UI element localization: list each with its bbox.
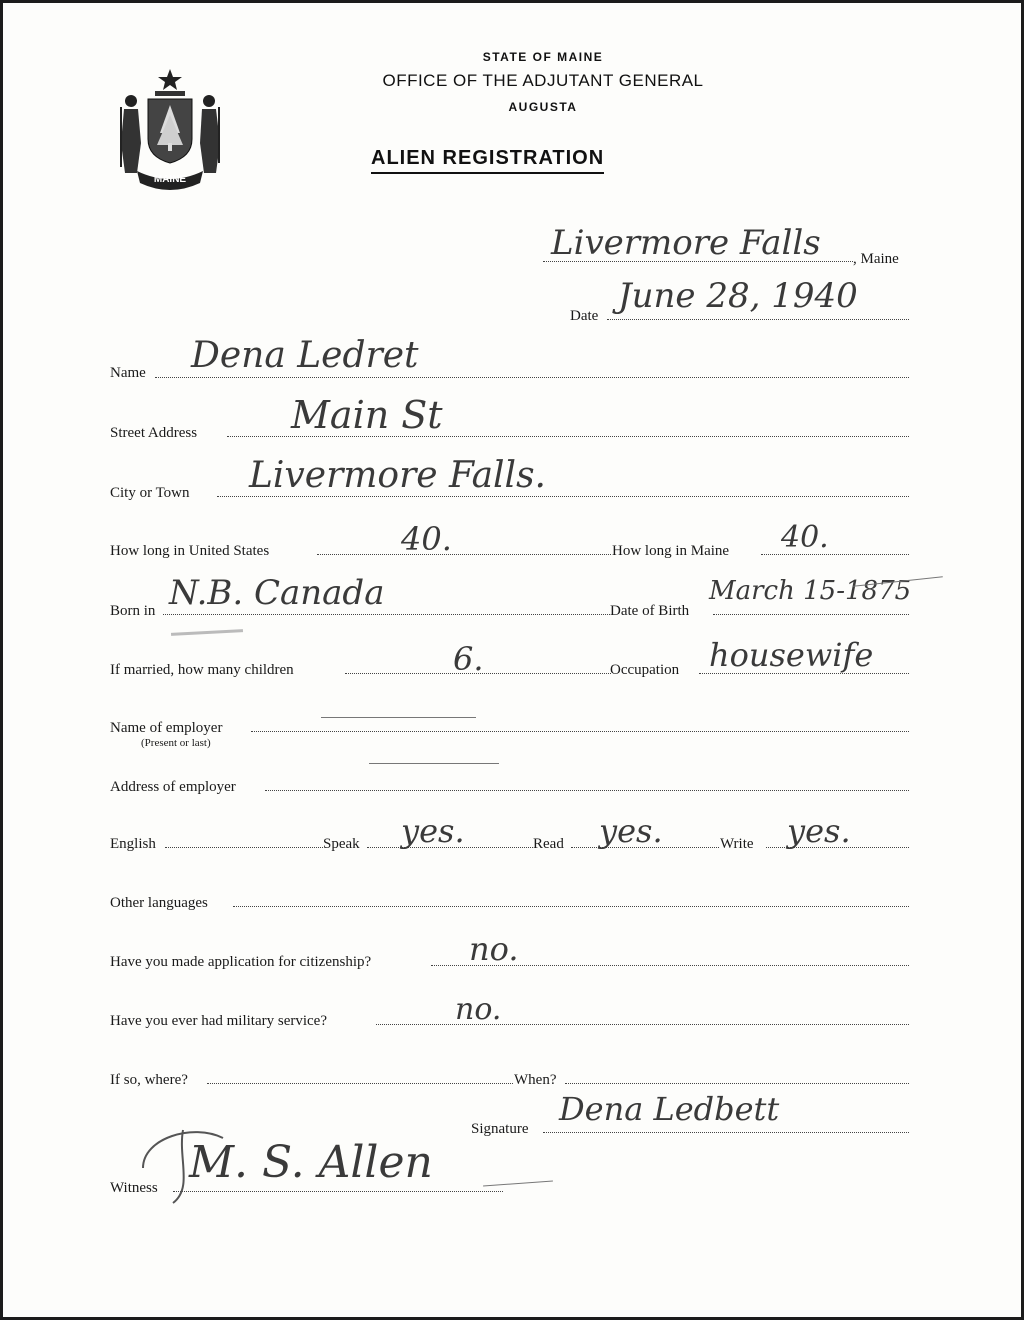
occupation-value: housewife <box>709 636 874 674</box>
maine-years-label: How long in Maine <box>612 543 730 559</box>
employer-address-dash <box>369 763 499 764</box>
write-value: yes. <box>787 812 851 850</box>
when-line <box>565 1083 909 1084</box>
employer-dash <box>321 717 476 718</box>
us-years-label: How long in United States <box>110 543 270 559</box>
born-value: N.B. Canada <box>169 573 385 613</box>
other-languages-line <box>233 906 909 907</box>
name-line <box>155 377 909 378</box>
name-label: Name <box>110 365 146 381</box>
military-value: no. <box>455 992 502 1027</box>
born-line <box>163 614 610 615</box>
office-heading: OFFICE OF THE ADJUTANT GENERAL <box>382 71 704 90</box>
speak-label: Speak <box>323 836 360 852</box>
born-label: Born in <box>110 603 156 619</box>
english-label: English <box>110 836 156 852</box>
signature-line <box>543 1132 909 1133</box>
city-value: Livermore Falls. <box>249 455 546 496</box>
dob-line <box>713 614 909 615</box>
place-suffix: , Maine <box>853 251 899 267</box>
occupation-label: Occupation <box>610 662 680 678</box>
speak-value: yes. <box>401 812 465 850</box>
form-title: ALIEN REGISTRATION <box>371 147 604 174</box>
witness-label: Witness <box>110 1180 158 1196</box>
city-label: City or Town <box>110 485 190 501</box>
place-value: Livermore Falls <box>551 223 821 263</box>
seal-text: MAINE <box>153 174 187 185</box>
dob-value: March 15-1875 <box>709 576 912 606</box>
read-label: Read <box>533 836 564 852</box>
when-label: When? <box>514 1072 557 1088</box>
date-label: Date <box>570 308 599 324</box>
date-line <box>607 319 909 320</box>
name-value: Dena Ledret <box>191 335 419 376</box>
military-label: Have you ever had military service? <box>110 1013 327 1029</box>
employer-line <box>251 731 909 732</box>
citizenship-value: no. <box>469 930 519 968</box>
registration-form <box>3 3 1021 1317</box>
where-line <box>207 1083 513 1084</box>
street-value: Main St <box>291 393 443 437</box>
employer-note: (Present or last) <box>141 737 211 749</box>
city-line <box>217 496 909 497</box>
witness-tail <box>483 1181 553 1187</box>
employer-address-label: Address of employer <box>110 779 236 795</box>
city-heading: AUGUSTA <box>508 100 578 114</box>
signature-label: Signature <box>471 1121 529 1137</box>
other-languages-label: Other languages <box>110 895 208 911</box>
english-line <box>165 847 323 848</box>
signature-value: Dena Ledbett <box>559 1090 780 1128</box>
dob-label: Date of Birth <box>610 603 690 619</box>
read-value: yes. <box>599 812 663 850</box>
state-heading: STATE OF MAINE <box>482 50 604 64</box>
witness-value: M. S. Allen <box>189 1137 433 1188</box>
employer-label: Name of employer <box>110 720 223 736</box>
write-label: Write <box>720 836 754 852</box>
street-label: Street Address <box>110 425 198 441</box>
us-years-value: 40. <box>401 520 452 558</box>
employer-address-line <box>265 790 909 791</box>
us-years-line <box>317 554 611 555</box>
children-label: If married, how many children <box>110 662 294 678</box>
state-seal-icon <box>115 63 225 193</box>
date-value: June 28, 1940 <box>618 276 858 316</box>
children-value: 6. <box>453 640 484 678</box>
maine-years-value: 40. <box>781 520 829 555</box>
citizenship-label: Have you made application for citizenship? <box>110 954 372 970</box>
pen-smudge <box>171 629 243 636</box>
where-label: If so, where? <box>110 1072 188 1088</box>
